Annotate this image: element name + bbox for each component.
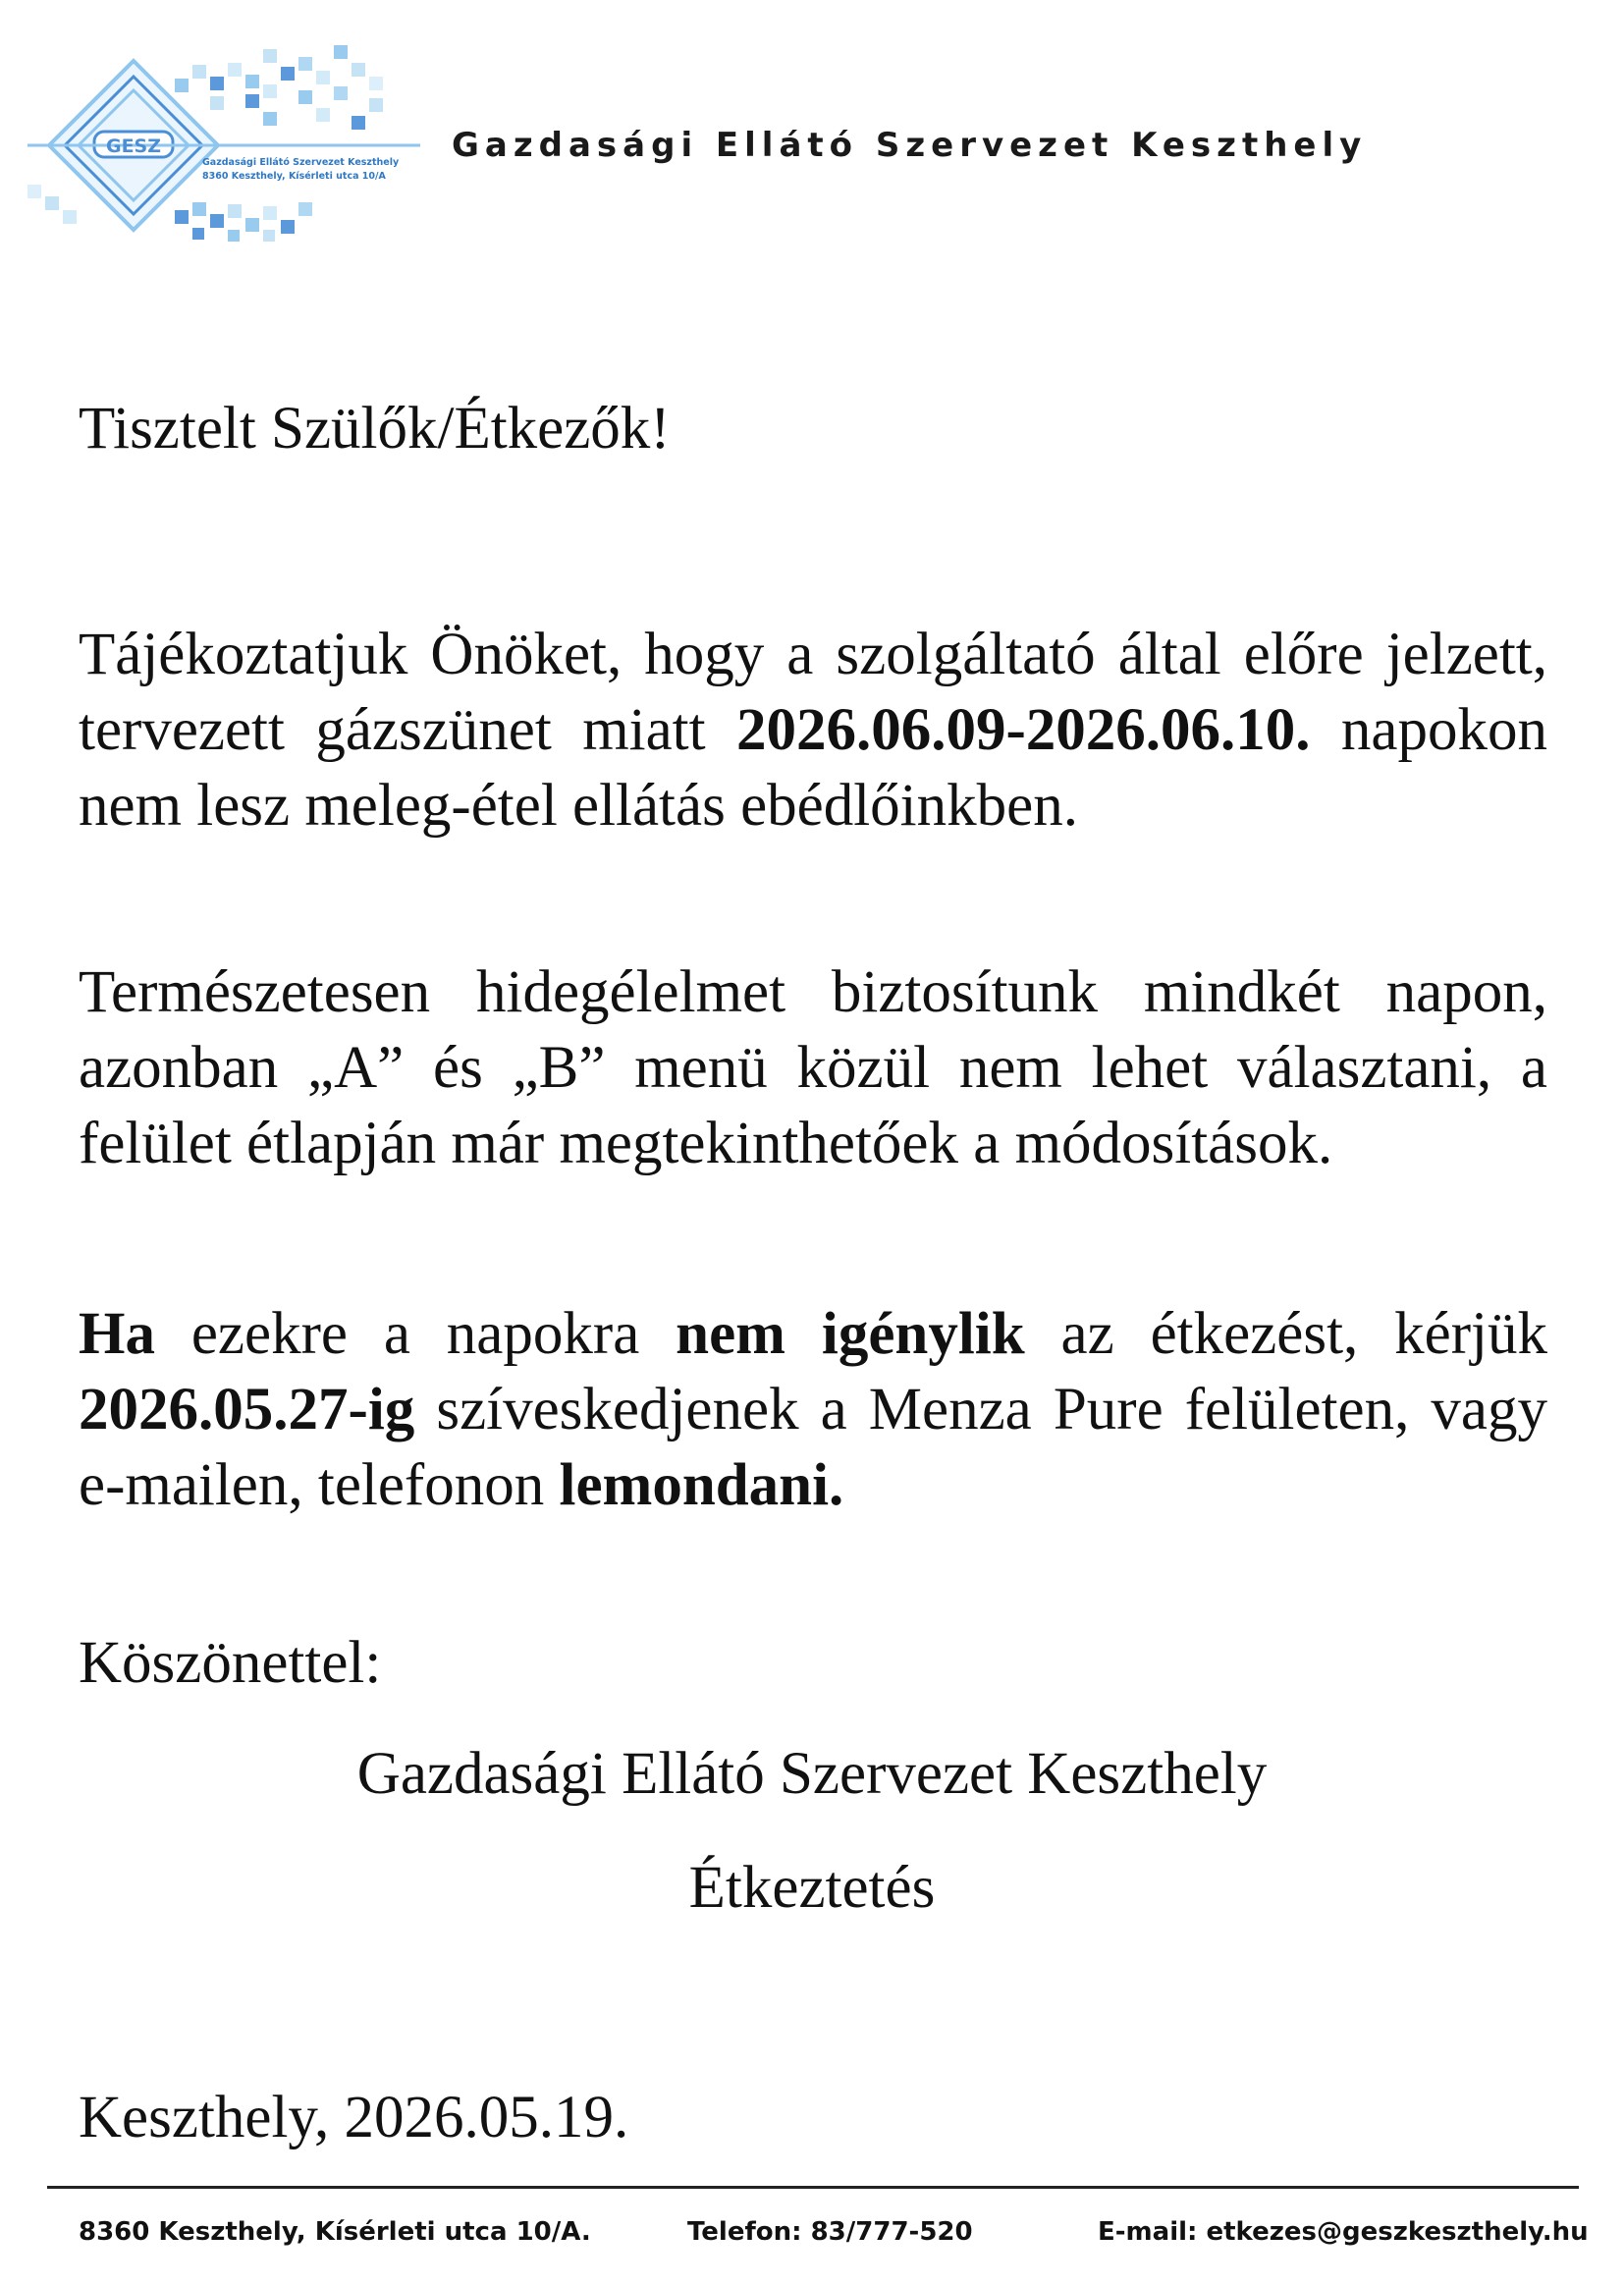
p3-text-b: ezekre a napokra: [154, 1301, 677, 1367]
signature-org: Gazdasági Ellátó Szervezet Keszthely: [356, 1741, 1268, 1807]
paragraph-gas-outage: [79, 617, 1547, 843]
p3-bold-ha: Ha: [79, 1301, 155, 1367]
p3-bold-nem-igenylik: nem igénylik: [676, 1301, 1025, 1367]
header-org-name: Gazdasági Ellátó Szervezet Keszthely: [452, 126, 1368, 165]
closing: Köszönettel:: [79, 1630, 382, 1696]
paragraph-cancellation: [79, 1296, 1547, 1523]
paragraph-cold-food: Természetesen hidegélelmet biztosítunk mindkét napon, azonban „A” és „B” menü közül nem lehet választani, a felület étlapján már megtekinthetőek a módosítások.: [79, 959, 1547, 1176]
p1-outage-dates: 2026.06.09-2026.06.10.: [735, 697, 1311, 763]
greeting: Tisztelt Szülők/Étkezők!: [79, 396, 671, 462]
logo-badge-text: GESZ: [105, 136, 162, 157]
p3-deadline-date: 2026.05.27-ig: [79, 1377, 415, 1442]
logo-address-line: 8360 Keszthely, Kísérleti utca 10/A: [202, 171, 386, 182]
signature-dept: Étkeztetés: [688, 1855, 936, 1921]
p3-text-d: az étkezést, kérjük: [1024, 1301, 1547, 1367]
p3-text-f: szíveskedjenek a Menza Pure felületen, vagy e-mailen, telefonon: [79, 1377, 1547, 1518]
footer-divider: [47, 2186, 1579, 2189]
footer-email: E-mail: etkezes@geszkeszthely.hu: [1098, 2217, 1589, 2247]
p3-bold-lemondani: lemondani.: [559, 1452, 844, 1518]
gesz-logo: [27, 37, 420, 245]
p1-text-a: Tájékoztatjuk Önöket, hogy a szolgáltató által előre jelzett, tervezett gázszünet miatt: [79, 622, 1547, 763]
footer-phone: Telefon: 83/777-520: [687, 2217, 973, 2247]
p1-text-c: napokon nem lesz meleg-étel ellátás ebédlőinkben.: [79, 697, 1548, 839]
footer-address: 8360 Keszthely, Kísérleti utca 10/A.: [79, 2217, 591, 2247]
place-date: Keszthely, 2026.05.19.: [79, 2085, 629, 2150]
logo-org-line: Gazdasági Ellátó Szervezet Keszthely: [202, 157, 400, 168]
